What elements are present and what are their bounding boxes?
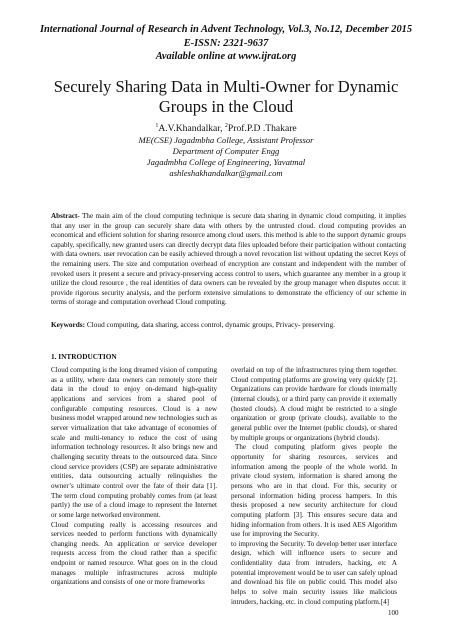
affiliation-line-2: Department of Computer Engg	[172, 146, 280, 156]
affiliation-line-1: ME(CSE) Jagadmbha College, Assistant Professor	[138, 135, 314, 145]
journal-website: Available online at www.ijrat.org	[155, 51, 297, 62]
author-email: ashleshakhandalkar@gmail.com	[169, 168, 283, 178]
keywords-text: Cloud computing, data sharing, access control, dynamic groups, Privacy- preserving.	[85, 320, 335, 329]
author2-superscript: 2	[224, 122, 228, 129]
intro-paragraph-5: to improving the Security. To develop better user interface design, which will influence users to secure and confidentiality data from intruders, hacking, etc A potential improvement would be to user can safely upload and download his file on public could. This model also helps to solve main security issues like malicious intruders, hacking, etc. in cloud computing platform.[4]	[231, 539, 397, 606]
abstract	[51, 212, 406, 308]
author1-name: A.V.Khandalkar,	[158, 123, 225, 134]
abstract-label: Abstract-	[51, 212, 80, 220]
author-block	[40, 122, 412, 179]
affiliation-line-3: Jagadmbha College of Engineering, Yavatmal	[146, 157, 306, 167]
author2-name: Prof.P.D .Thakare	[227, 123, 297, 134]
paper-title: Securely Sharing Data in Multi-Owner for Dynamic Groups in the Cloud	[53, 77, 399, 116]
intro-paragraph-2: Cloud computing really is accessing resources and services needed to perform functions with dynamically changing needs. An application or service developer requests access from the cloud rather than a specific endpoint or named resource. What goes on in the cloud manages multiple infrastructures across multiple organizations and consists of one or more frameworks	[51, 520, 217, 587]
intro-paragraph-4: The cloud computing platform gives people the opportunity for sharing resources, services and information among the people of the whole world. In private cloud system, information is shared among the persons who are in that cloud. For this, security or personal information hiding process hampers. In this thesis proposed a new security architecture for cloud computing platform [3]. This ensures secure data and hiding information from others. It is used AES Algorithm use for improving the Security.	[231, 443, 397, 539]
right-column	[231, 366, 397, 607]
keywords	[51, 320, 406, 330]
abstract-text: The main aim of the cloud computing technique is secure data sharing in dynamic cloud computing. it implies that any user in the group can securely share data with others by the untrusted cloud. cloud computing provides an economical and efficient solution for sharing resource among cloud users. this method is able to the support dynamic groups capably, specifically, new granted users can directly decrypt data files uploaded before their participation without contacting with data owners. user revocation can be easily achieved through a novel revocation list without updating the secret Keys of the remaining users. The size and computation overhead of encryption are constant and independent with the number of revoked users it present a secure and privacy-preserving access control to users, which guarantee any member in a group it utilize the cloud resource , the real identities of data owners can be revealed by the group manager when disputes occur. it provide rigorous security analysis, and the perform extensive simulations to demonstrate the efficiency of our scheme in terms of storage and computation overhead Cloud computing.	[51, 212, 406, 307]
section-heading-introduction: 1. INTRODUCTION	[51, 352, 117, 361]
journal-issn: E-ISSN: 2321-9637	[183, 37, 269, 49]
journal-citation: International Journal of Research in Advent Technology, Vol.3, No.12, December 2015	[39, 24, 413, 35]
intro-paragraph-1: Cloud computing is the long dreamed vision of computing as a utility, where data owners can remotely store their data in the cloud to enjoy on-demand high-quality applications and services from a shared pool of configurable computing resources. Cloud is a new business model wrapped around new technologies such as server virtualization that take advantage of economies of scale and multi-tenancy to reduce the cost of using information technology resources. It also brings new and challenging security threats to the outsourced data. Since cloud service providers (CSP) are separate administrative entities, data outsourcing actually relinquishes the owner’s ultimate control over the fate of their data [1]. The term cloud computing probably comes from (at least partly) the use of a cloud image to represent the Internet or some large networked environment.	[51, 366, 217, 519]
author1-superscript: 1	[155, 122, 159, 129]
author-names	[40, 122, 412, 135]
intro-paragraph-3: overlaid on top of the infrastructures tying them together. Cloud computing platforms are growing very quickly [2]. Organizations can provide hardware for clouds internally (internal clouds), or a third party can provide it externally (hosted clouds). A cloud might be restricted to a single organization or group (private clouds), available to the general public over the Internet (public clouds), or shared by multiple groups or organizations (hybrid clouds).	[231, 366, 397, 442]
journal-header	[30, 23, 422, 64]
page-number: 100	[388, 609, 399, 617]
left-column	[51, 366, 217, 588]
keywords-label: Keywords:	[51, 320, 86, 329]
